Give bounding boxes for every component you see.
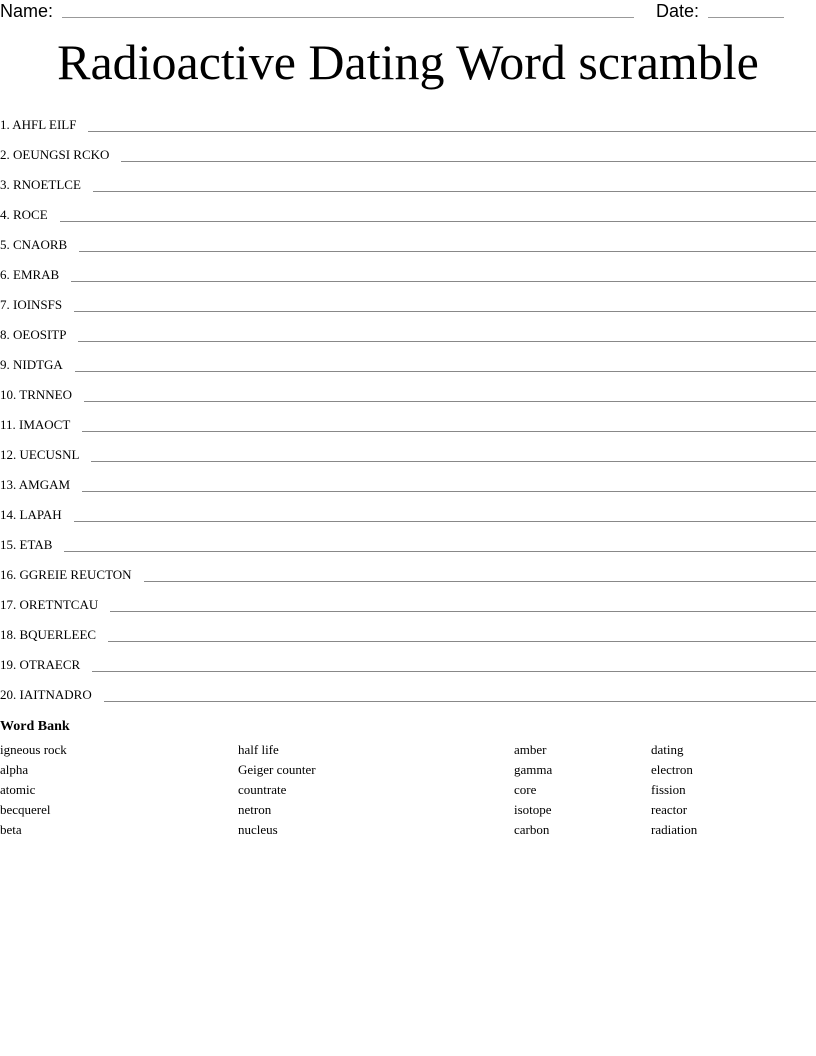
word-bank-word: countrate — [238, 782, 287, 797]
word-bank-word: radiation — [651, 822, 698, 837]
word-bank-column — [651, 740, 697, 840]
scramble-item — [0, 226, 816, 256]
scramble-item — [0, 256, 816, 286]
scrambled-word: 17. ORETNTCAU — [0, 597, 99, 612]
scramble-item — [0, 676, 816, 706]
scramble-item — [0, 166, 816, 196]
word-bank-word: netron — [238, 802, 272, 817]
name-label: Name: — [0, 1, 54, 21]
answer-line — [71, 281, 816, 282]
scramble-item — [0, 346, 816, 376]
answer-line — [82, 491, 816, 492]
answer-line — [82, 431, 816, 432]
date-line — [708, 17, 784, 18]
answer-line — [88, 131, 816, 132]
scramble-item — [0, 556, 816, 586]
word-bank-word: beta — [0, 822, 22, 837]
answer-line — [64, 551, 816, 552]
answer-line — [74, 521, 816, 522]
word-bank-column — [0, 740, 67, 840]
scrambled-word: 4. ROCE — [0, 207, 48, 222]
word-bank-word: igneous rock — [0, 742, 67, 757]
scrambled-word: 10. TRNNEO — [0, 387, 72, 402]
scrambled-word: 19. OTRAECR — [0, 657, 81, 672]
word-bank-column — [514, 740, 552, 840]
scramble-item — [0, 646, 816, 676]
answer-line — [144, 581, 816, 582]
scrambled-word: 16. GGREIE REUCTON — [0, 567, 132, 582]
word-bank-word: amber — [514, 742, 547, 757]
word-bank-word: dating — [651, 742, 684, 757]
scrambled-word: 1. AHFL EILF — [0, 117, 77, 132]
word-bank-word: gamma — [514, 762, 553, 777]
scramble-item — [0, 196, 816, 226]
answer-line — [79, 251, 816, 252]
scrambled-word: 6. EMRAB — [0, 267, 60, 282]
answer-line — [91, 461, 816, 462]
scrambled-word: 18. BQUERLEEC — [0, 627, 97, 642]
word-bank-word: isotope — [514, 802, 552, 817]
answer-line — [108, 641, 816, 642]
date-label: Date: — [656, 1, 700, 21]
word-bank-title: Word Bank — [0, 719, 70, 734]
scramble-item — [0, 616, 816, 646]
word-bank-word: electron — [651, 762, 693, 777]
scramble-item — [0, 586, 816, 616]
page-title: Radioactive Dating Word scramble — [57, 34, 759, 90]
scramble-item — [0, 106, 816, 136]
scrambled-word: 14. LAPAH — [0, 507, 62, 522]
answer-line — [121, 161, 816, 162]
scramble-item — [0, 376, 816, 406]
scrambled-word: 7. IOINSFS — [0, 297, 63, 312]
word-bank-word: Geiger counter — [238, 762, 316, 777]
answer-line — [78, 341, 816, 342]
scrambled-word: 20. IAITNADRO — [0, 687, 92, 702]
answer-line — [84, 401, 816, 402]
answer-line — [110, 611, 816, 612]
scramble-item — [0, 526, 816, 556]
word-bank-word: fission — [651, 782, 686, 797]
word-bank-word: reactor — [651, 802, 688, 817]
word-bank — [0, 740, 816, 840]
word-bank-word: alpha — [0, 762, 29, 777]
scramble-item — [0, 466, 816, 496]
scramble-item — [0, 406, 816, 436]
word-bank-word: carbon — [514, 822, 550, 837]
name-line — [62, 17, 634, 18]
scramble-item — [0, 436, 816, 466]
scrambled-word: 3. RNOETLCE — [0, 177, 81, 192]
answer-line — [74, 311, 816, 312]
answer-line — [93, 191, 816, 192]
scrambled-word: 11. IMAOCT — [0, 417, 71, 432]
scramble-item — [0, 136, 816, 166]
scrambled-word: 9. NIDTGA — [0, 357, 63, 372]
scrambled-word: 12. UECUSNL — [0, 447, 80, 462]
answer-line — [75, 371, 816, 372]
scramble-item — [0, 316, 816, 346]
answer-line — [60, 221, 816, 222]
scrambled-word: 2. OEUNGSI RCKO — [0, 147, 110, 162]
scrambled-word: 5. CNAORB — [0, 237, 68, 252]
word-bank-column — [238, 740, 316, 840]
scramble-list — [0, 106, 816, 706]
answer-line — [104, 701, 816, 702]
word-bank-word: becquerel — [0, 802, 51, 817]
scramble-item — [0, 286, 816, 316]
word-bank-word: core — [514, 782, 537, 797]
word-bank-word: atomic — [0, 782, 36, 797]
scrambled-word: 13. AMGAM — [0, 477, 71, 492]
scrambled-word: 8. OEOSITP — [0, 327, 67, 342]
word-bank-word: nucleus — [238, 822, 278, 837]
word-bank-word: half life — [238, 742, 279, 757]
answer-line — [92, 671, 816, 672]
scramble-item — [0, 496, 816, 526]
header — [0, 0, 816, 24]
scrambled-word: 15. ETAB — [0, 537, 53, 552]
